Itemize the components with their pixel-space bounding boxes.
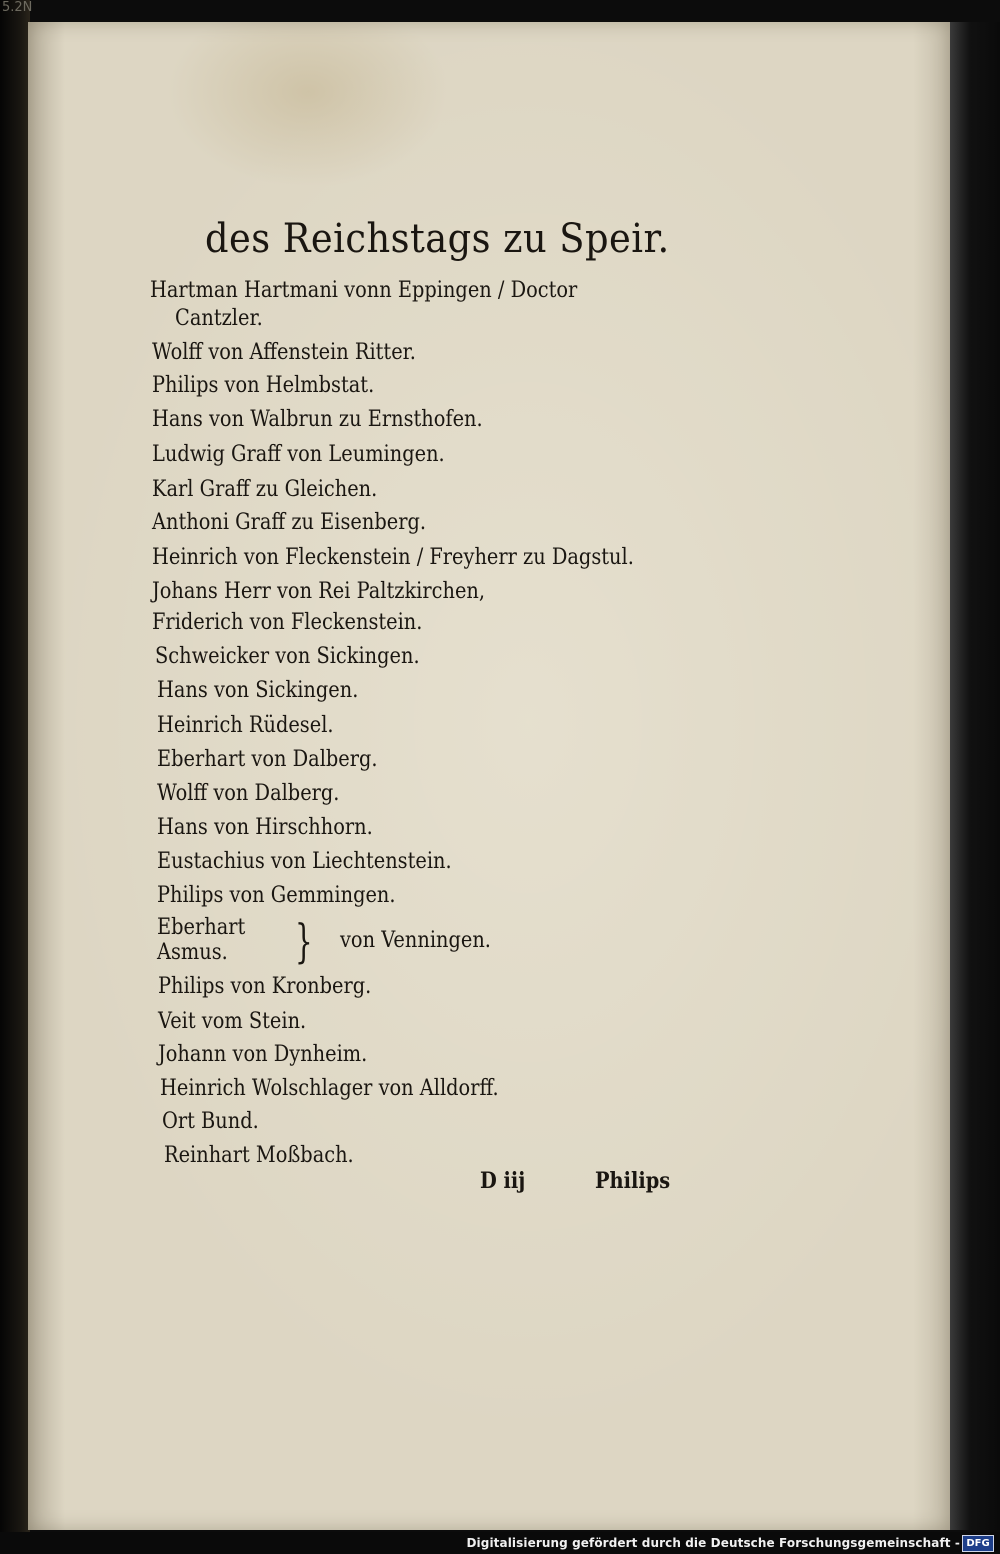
- entry-line: Eberhart von Dalberg.: [157, 747, 378, 772]
- entry-line: Johans Herr von Rei Paltzkirchen,: [152, 579, 486, 604]
- entry-line: Wolff von Affenstein Ritter.: [152, 340, 416, 365]
- catchword: Philips: [595, 1168, 671, 1194]
- entry-line: Karl Graff zu Gleichen.: [152, 477, 378, 502]
- signature-mark: D iij: [480, 1168, 526, 1194]
- entry-line: Heinrich Rüdesel.: [157, 713, 334, 738]
- entry-line: Hans von Walbrun zu Ernsthofen.: [152, 407, 483, 432]
- entry-line: Eustachius von Liechtenstein.: [157, 849, 452, 874]
- entry-line: von Venningen.: [340, 928, 491, 953]
- funding-notice: Digitalisierung gefördert durch die Deutsche Forschungsgemeinschaft -: [466, 1536, 960, 1550]
- entry-line: Friderich von Fleckenstein.: [152, 610, 423, 635]
- entry-line: Hartman Hartmani vonn Eppingen / Doctor: [150, 278, 578, 303]
- corner-mark: 5.2N: [2, 0, 33, 15]
- entry-line: Philips von Gemmingen.: [157, 883, 396, 908]
- entry-line: Philips von Kronberg.: [158, 974, 372, 999]
- entry-line: Schweicker von Sickingen.: [155, 644, 420, 669]
- entry-line: Cantzler.: [175, 306, 263, 331]
- entry-line: Hans von Hirschhorn.: [157, 815, 373, 840]
- entry-line: Eberhart: [157, 915, 246, 940]
- dfg-logo-icon: DFG: [962, 1535, 994, 1552]
- entry-line: Heinrich von Fleckenstein / Freyherr zu Dagstul.: [152, 545, 634, 570]
- entry-line: Wolff von Dalberg.: [157, 781, 340, 806]
- entry-line: Veit vom Stein.: [158, 1009, 307, 1034]
- entry-line: Asmus.: [157, 940, 228, 965]
- scan-left-edge: [0, 0, 33, 1532]
- entry-line: Anthoni Graff zu Eisenberg.: [152, 510, 427, 535]
- entry-line: Ludwig Graff von Leumingen.: [152, 442, 445, 467]
- brace-symbol: }: [295, 914, 313, 968]
- entry-line: Reinhart Moßbach.: [164, 1143, 354, 1168]
- running-heading: des Reichstags zu Speir.: [205, 216, 670, 262]
- entry-line: Johann von Dynheim.: [158, 1042, 368, 1067]
- entry-line: Hans von Sickingen.: [157, 678, 359, 703]
- entry-line: Heinrich Wolschlager von Alldorff.: [160, 1076, 499, 1101]
- entry-line: Philips von Helmbstat.: [152, 373, 375, 398]
- scan-right-edge: [950, 22, 1000, 1530]
- entry-line: Ort Bund.: [162, 1109, 259, 1134]
